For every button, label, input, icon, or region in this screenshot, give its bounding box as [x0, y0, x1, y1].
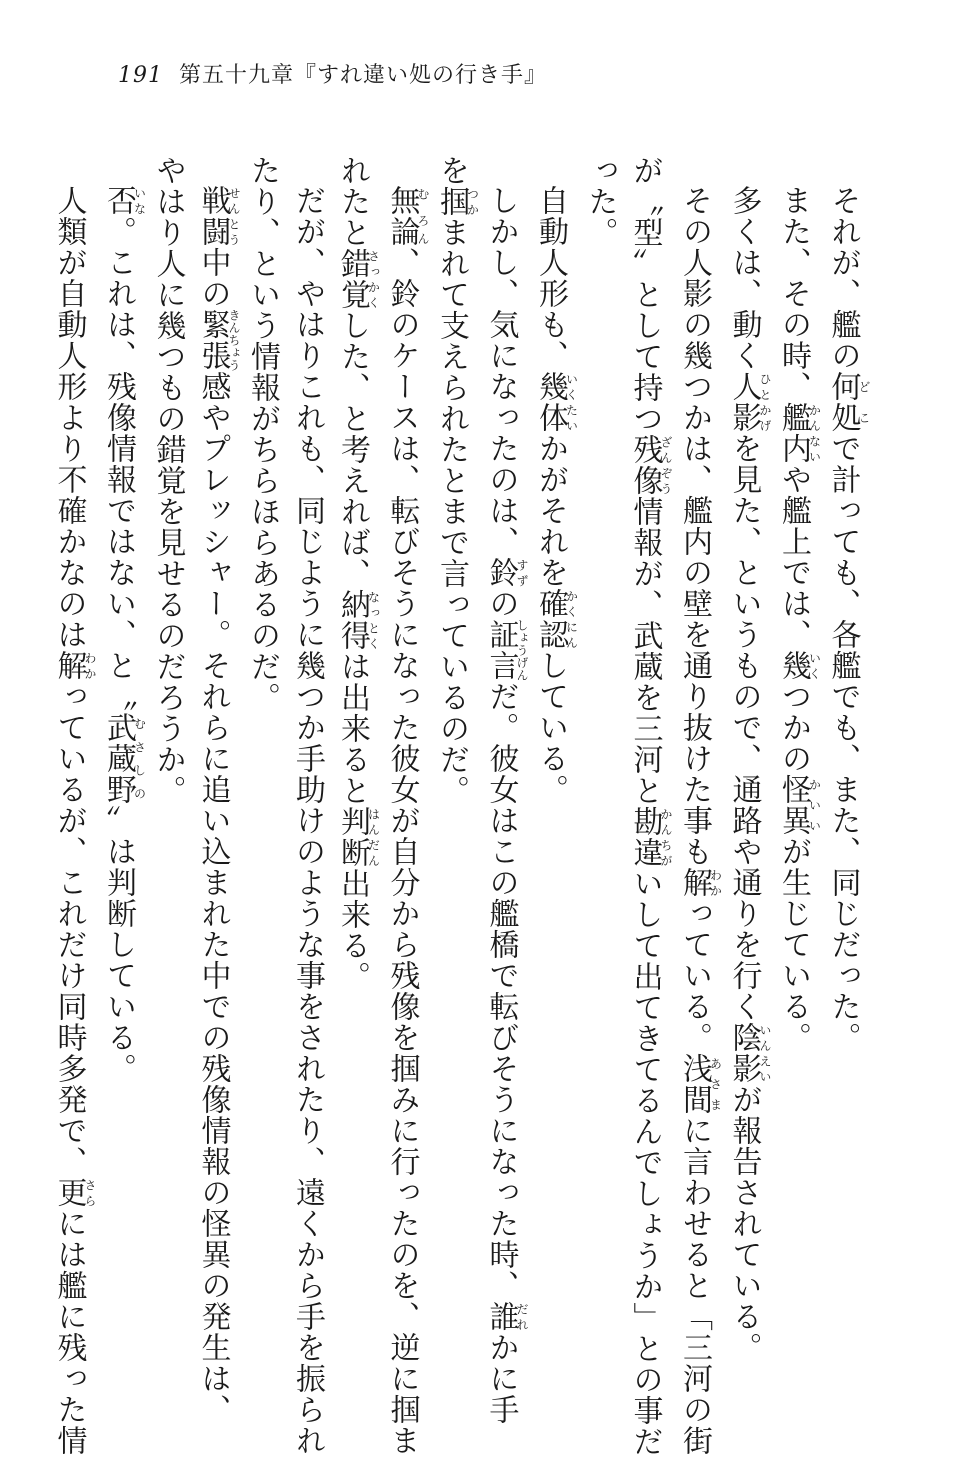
furigana: 武蔵野むさしの [101, 712, 147, 805]
text-line: れたと錯覚さっかくした、と考えれば、納得なっとくは出来ると判断はんだん出来る。 [335, 155, 381, 992]
furigana: 緊張きんちょう [195, 309, 241, 371]
text-line: 否いな。これは、残像情報ではない、と〝武蔵野むさしの〟は判断している。 [101, 185, 147, 1084]
furigana: 幾いく [776, 650, 822, 681]
chapter-title: 第五十九章『すれ違い処の行き手』 [179, 63, 548, 88]
furigana: 掴つか [434, 186, 480, 217]
text-line: が〝型〟として持つ残像ざんぞう情報が、武蔵を三河と勘違かんちがいして出てきてるんでしょうか」との事だ [627, 155, 673, 1457]
page-header [118, 58, 547, 89]
furigana: 誰だれ [483, 1301, 529, 1332]
furigana: 陰影いんえい [726, 1022, 772, 1084]
furigana: 解わか [51, 650, 97, 681]
furigana: 残像ざんぞう [627, 434, 673, 496]
text-line: また、その時、艦内かんないや艦上では、幾いくつかの怪異かいいが生じている。 [776, 185, 822, 1053]
text-line: だが、やはりこれも、同じように幾つか手助けのような事をされたり、遠くから手を振られ [290, 185, 325, 1456]
furigana: 戦闘せんとう [195, 185, 241, 247]
text-line: やはり人に幾つもの錯覚を見せるのだろうか。 [150, 155, 186, 806]
furigana: 否いな [101, 185, 147, 216]
furigana: 幾体いくたい [533, 371, 579, 433]
furigana: 浅間あさま [677, 1053, 723, 1115]
furigana: 鈴すず [483, 557, 529, 588]
text-line: たり、という情報がちらほらあるのだ。 [245, 155, 280, 713]
furigana: 確認かくにん [533, 588, 579, 650]
text-line: 人類が自動人形より不確かなのは解わかっているが、これだけ同時多発で、更さらには艦に残った情 [51, 185, 97, 1456]
body-text [51, 155, 871, 1457]
text-line: 戦闘せんとう中の緊張きんちょう感やプレッシャー。それらに追い込まれた中での残像情報の怪異の発生は、 [195, 185, 241, 1425]
furigana: 人影ひとかげ [726, 371, 772, 433]
furigana: 何処どこ [825, 371, 871, 433]
furigana: 証言しょうげん [483, 619, 529, 681]
furigana: 無論む ろん [384, 185, 430, 247]
furigana: 怪異かいい [776, 774, 822, 836]
furigana: 納得なっとく [335, 589, 381, 651]
furigana: 判断はんだん [335, 806, 381, 868]
furigana: 更さら [51, 1177, 97, 1208]
furigana: 勘違かんちが [627, 806, 673, 868]
text-line: それが、艦の何処どこで計っても、各艦でも、また、同じだった。 [825, 185, 871, 1053]
text-line: 自動人形も、幾体いくたいかがそれを確認かくにんしている。 [533, 185, 579, 805]
text-line: しかし、気になったのは、鈴すずの証言しょうげんだ。彼女はこの艦橋で転びそうになった時、誰だれかに手 [483, 185, 529, 1425]
text-line: 多くは、動く人影ひとかげを見た、というもので、通路や通りを行く陰影いんえいが報告されている。 [726, 185, 772, 1363]
furigana: 艦内かんない [776, 402, 822, 464]
furigana: 錯覚さっかく [335, 248, 381, 310]
text-line: 無論む ろん、鈴のケースは、転びそうになった彼女が自分から残像を掴みに行ったのを、逆に掴ま [384, 185, 430, 1456]
text-line: を掴つかまれて支えられたとまで言っているのだ。 [434, 155, 480, 806]
furigana: 解わか [677, 867, 723, 898]
page-number: 191 [118, 63, 163, 88]
text-line: った。 [582, 155, 618, 248]
text-line: その人影の幾つかは、艦内の壁を通り抜けた事も解わかっている。浅間あさまに言わせると「三河の街 [677, 185, 723, 1456]
